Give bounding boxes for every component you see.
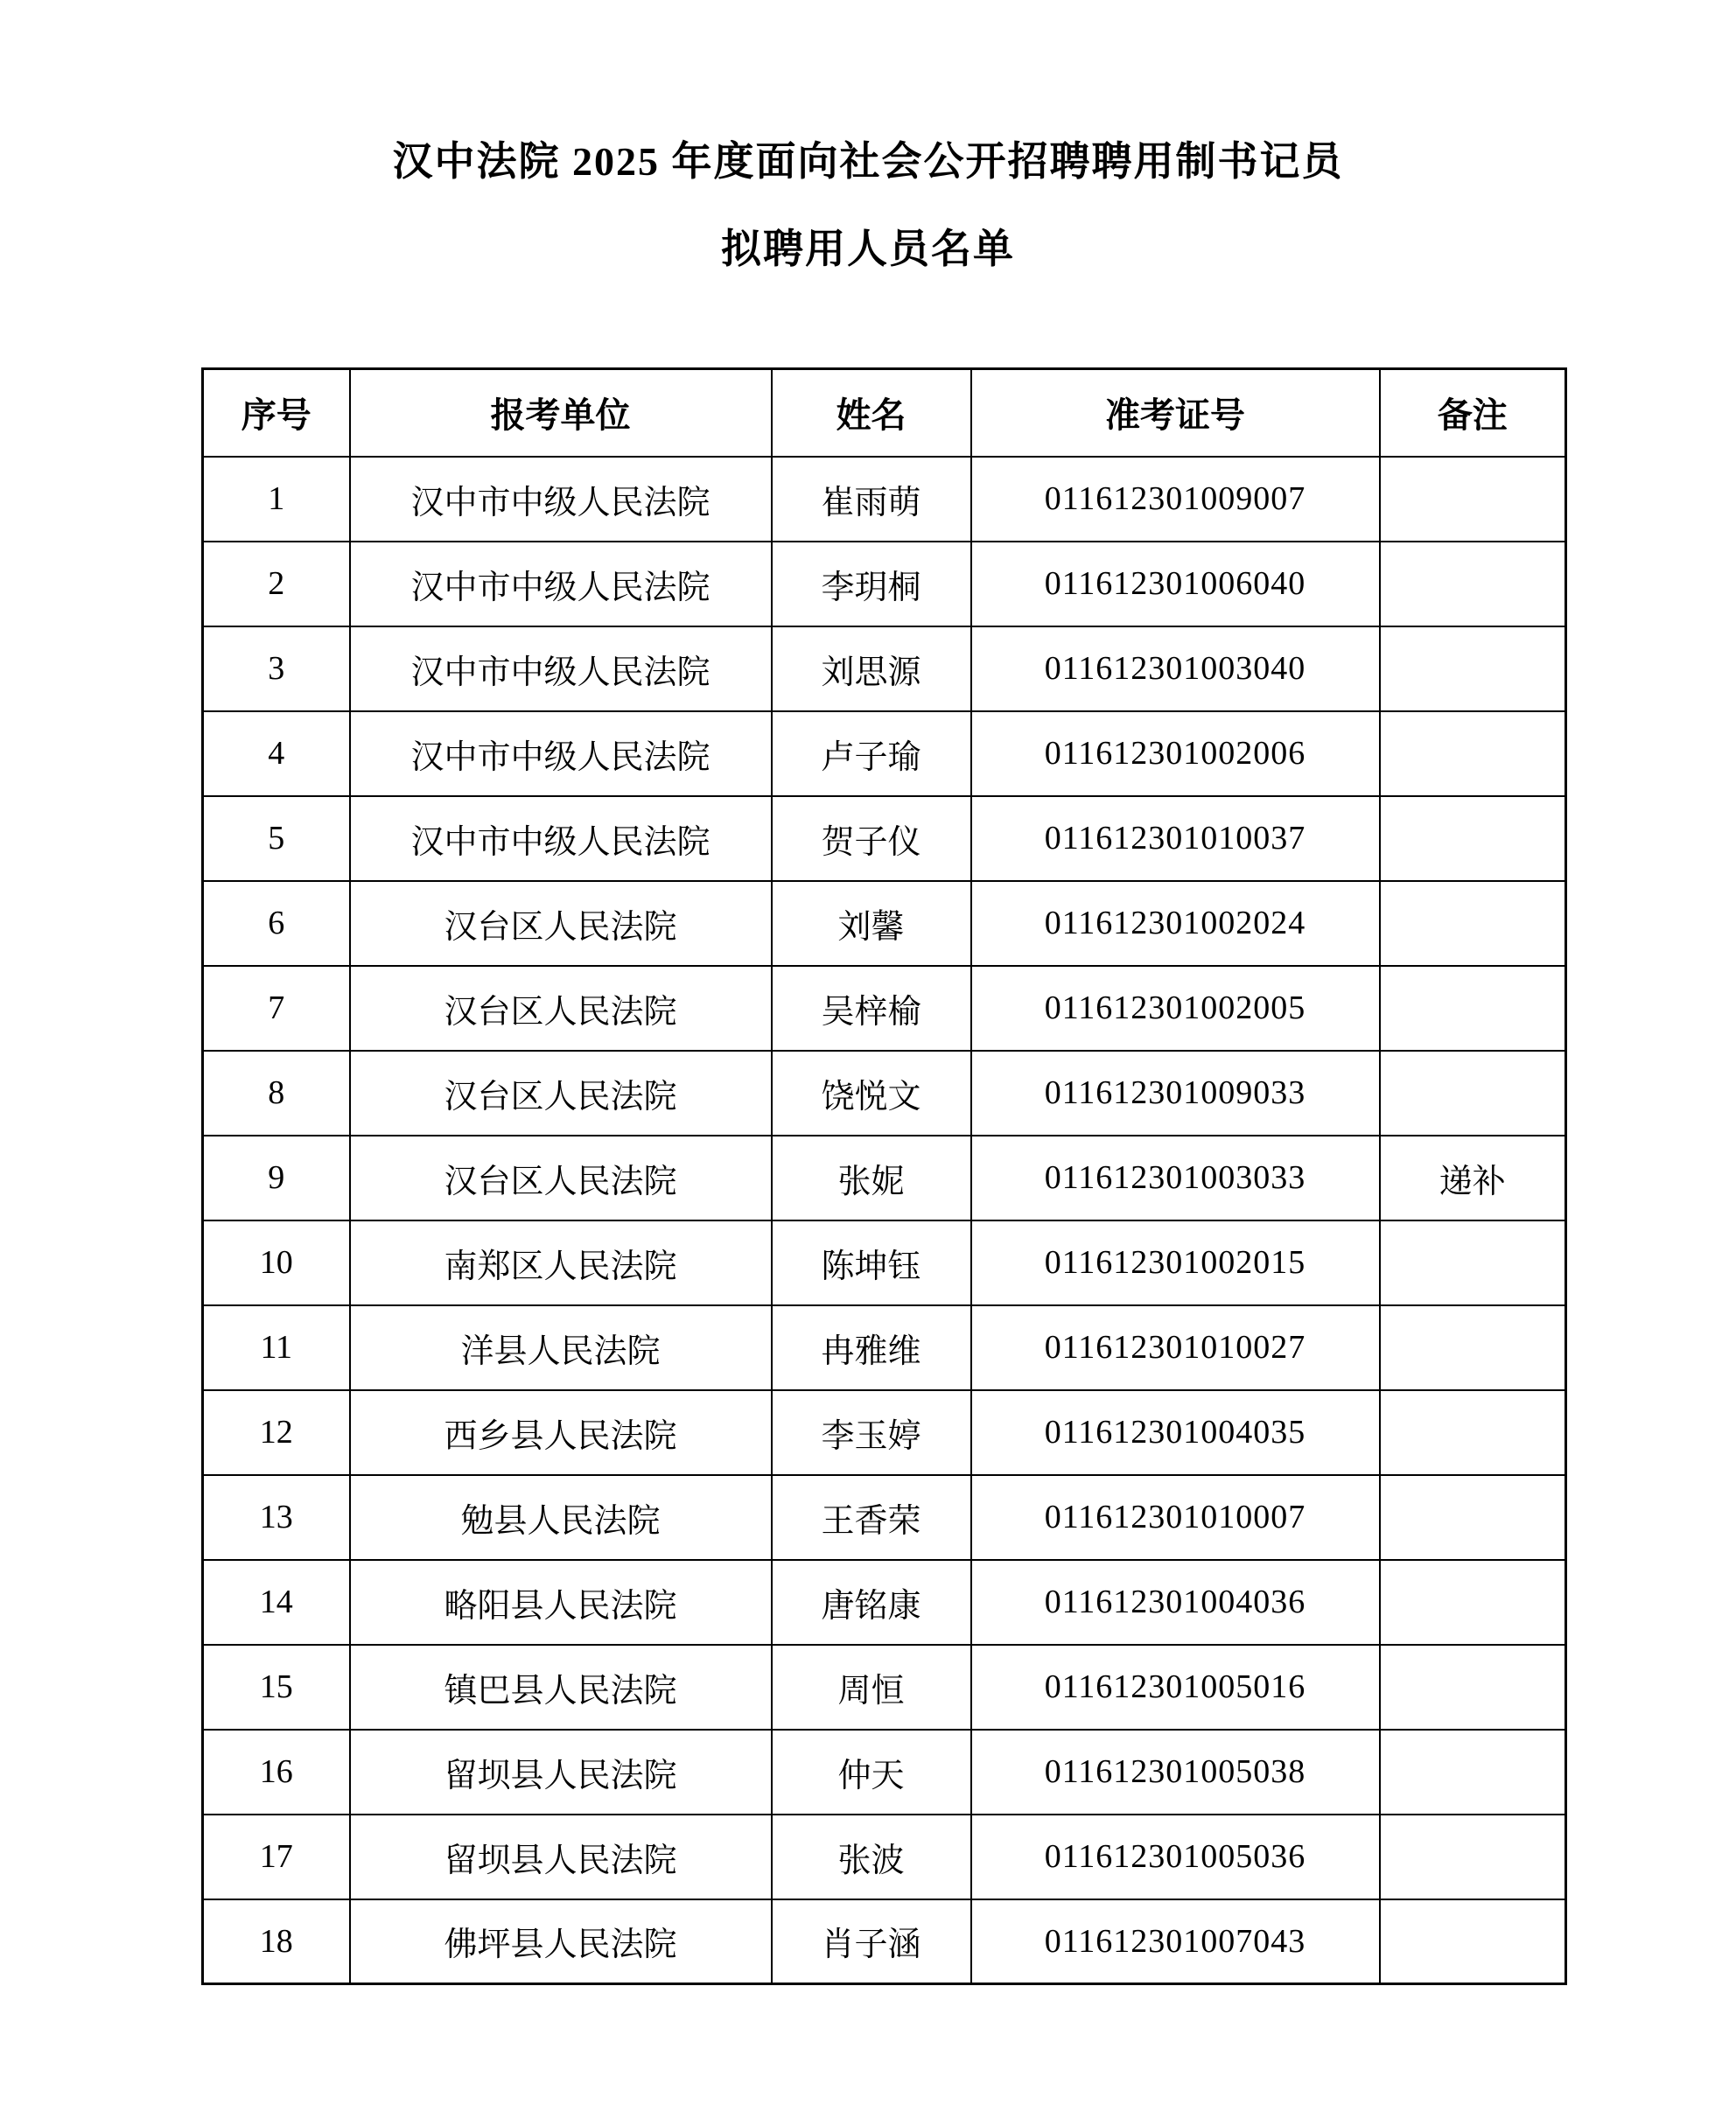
cell-name: 张妮 — [772, 1136, 971, 1220]
cell-remark — [1380, 1390, 1566, 1475]
cell-unit: 汉中市中级人民法院 — [350, 626, 772, 711]
cell-name: 张波 — [772, 1815, 971, 1899]
cell-ticket: 011612301003040 — [971, 626, 1380, 711]
cell-unit: 汉中市中级人民法院 — [350, 542, 772, 626]
table-row — [203, 1730, 1566, 1815]
cell-remark — [1380, 457, 1566, 542]
header-cell-unit: 报考单位 — [350, 369, 772, 457]
cell-remark — [1380, 1730, 1566, 1815]
cell-name: 饶悦文 — [772, 1051, 971, 1136]
cell-unit: 留坝县人民法院 — [350, 1730, 772, 1815]
cell-ticket: 011612301007043 — [971, 1899, 1380, 1984]
cell-unit: 汉台区人民法院 — [350, 881, 772, 966]
cell-serial: 13 — [203, 1475, 350, 1560]
cell-name: 崔雨萌 — [772, 457, 971, 542]
table-row — [203, 711, 1566, 796]
cell-unit: 略阳县人民法院 — [350, 1560, 772, 1645]
cell-serial: 9 — [203, 1136, 350, 1220]
table-row — [203, 1475, 1566, 1560]
header-cell-serial: 序号 — [203, 369, 350, 457]
cell-remark — [1380, 711, 1566, 796]
table-row — [203, 881, 1566, 966]
cell-remark — [1380, 1220, 1566, 1305]
cell-serial: 12 — [203, 1390, 350, 1475]
cell-ticket: 011612301004035 — [971, 1390, 1380, 1475]
cell-ticket: 011612301004036 — [971, 1560, 1380, 1645]
cell-ticket: 011612301009033 — [971, 1051, 1380, 1136]
cell-remark — [1380, 1560, 1566, 1645]
cell-unit: 佛坪县人民法院 — [350, 1899, 772, 1984]
cell-name: 唐铭康 — [772, 1560, 971, 1645]
cell-unit: 汉台区人民法院 — [350, 1136, 772, 1220]
cell-serial: 3 — [203, 626, 350, 711]
cell-name: 卢子瑜 — [772, 711, 971, 796]
cell-name: 陈坤钰 — [772, 1220, 971, 1305]
cell-ticket: 011612301002015 — [971, 1220, 1380, 1305]
cell-remark — [1380, 1815, 1566, 1899]
cell-unit: 南郑区人民法院 — [350, 1220, 772, 1305]
table-row — [203, 796, 1566, 881]
cell-unit: 汉中市中级人民法院 — [350, 796, 772, 881]
cell-ticket: 011612301010027 — [971, 1305, 1380, 1390]
cell-ticket: 011612301005016 — [971, 1645, 1380, 1730]
cell-serial: 17 — [203, 1815, 350, 1899]
cell-serial: 1 — [203, 457, 350, 542]
table-row — [203, 1815, 1566, 1899]
table-row — [203, 1051, 1566, 1136]
cell-serial: 16 — [203, 1730, 350, 1815]
cell-serial: 18 — [203, 1899, 350, 1984]
cell-unit: 汉台区人民法院 — [350, 1051, 772, 1136]
cell-ticket: 011612301010007 — [971, 1475, 1380, 1560]
cell-name: 肖子涵 — [772, 1899, 971, 1984]
table-row — [203, 966, 1566, 1051]
cell-serial: 4 — [203, 711, 350, 796]
cell-remark — [1380, 966, 1566, 1051]
table-row — [203, 1899, 1566, 1984]
cell-ticket: 011612301002024 — [971, 881, 1380, 966]
cell-ticket: 011612301005038 — [971, 1730, 1380, 1815]
cell-remark — [1380, 542, 1566, 626]
cell-remark — [1380, 1051, 1566, 1136]
cell-name: 冉雅维 — [772, 1305, 971, 1390]
cell-ticket: 011612301002006 — [971, 711, 1380, 796]
cell-serial: 7 — [203, 966, 350, 1051]
cell-remark — [1380, 881, 1566, 966]
cell-serial: 14 — [203, 1560, 350, 1645]
cell-remark — [1380, 1645, 1566, 1730]
table-body — [203, 457, 1566, 1984]
cell-remark — [1380, 1305, 1566, 1390]
cell-name: 吴梓榆 — [772, 966, 971, 1051]
cell-unit: 镇巴县人民法院 — [350, 1645, 772, 1730]
table-row — [203, 626, 1566, 711]
table-header-row — [203, 369, 1566, 457]
cell-serial: 11 — [203, 1305, 350, 1390]
doc-title-line1: 汉中法院 2025 年度面向社会公开招聘聘用制书记员 — [392, 139, 1344, 184]
table-row — [203, 1136, 1566, 1220]
cell-unit: 留坝县人民法院 — [350, 1815, 772, 1899]
cell-remark — [1380, 1475, 1566, 1560]
cell-remark — [1380, 626, 1566, 711]
cell-name: 李玥桐 — [772, 542, 971, 626]
table-row — [203, 1390, 1566, 1475]
cell-name: 王香荣 — [772, 1475, 971, 1560]
cell-ticket: 011612301009007 — [971, 457, 1380, 542]
cell-name: 贺子仪 — [772, 796, 971, 881]
cell-ticket: 011612301010037 — [971, 796, 1380, 881]
cell-ticket: 011612301002005 — [971, 966, 1380, 1051]
cell-serial: 8 — [203, 1051, 350, 1136]
cell-unit: 勉县人民法院 — [350, 1475, 772, 1560]
cell-ticket: 011612301005036 — [971, 1815, 1380, 1899]
cell-name: 刘馨 — [772, 881, 971, 966]
cell-serial: 5 — [203, 796, 350, 881]
cell-unit: 汉台区人民法院 — [350, 966, 772, 1051]
cell-unit: 汉中市中级人民法院 — [350, 711, 772, 796]
header-cell-ticket: 准考证号 — [971, 369, 1380, 457]
doc-title-line2: 拟聘用人员名单 — [721, 227, 1015, 271]
header-cell-remark: 备注 — [1380, 369, 1566, 457]
cell-name: 周恒 — [772, 1645, 971, 1730]
table-row — [203, 1220, 1566, 1305]
cell-remark — [1380, 1899, 1566, 1984]
table-row — [203, 1305, 1566, 1390]
table-row — [203, 542, 1566, 626]
roster-table — [201, 367, 1567, 1985]
cell-remark: 递补 — [1380, 1136, 1566, 1220]
table-row — [203, 1645, 1566, 1730]
cell-ticket: 011612301006040 — [971, 542, 1380, 626]
cell-remark — [1380, 796, 1566, 881]
cell-name: 李玉婷 — [772, 1390, 971, 1475]
cell-unit: 洋县人民法院 — [350, 1305, 772, 1390]
cell-ticket: 011612301003033 — [971, 1136, 1380, 1220]
cell-name: 刘思源 — [772, 626, 971, 711]
cell-name: 仲天 — [772, 1730, 971, 1815]
header-cell-name: 姓名 — [772, 369, 971, 457]
cell-serial: 2 — [203, 542, 350, 626]
cell-serial: 15 — [203, 1645, 350, 1730]
table-row — [203, 1560, 1566, 1645]
table-row — [203, 457, 1566, 542]
cell-unit: 西乡县人民法院 — [350, 1390, 772, 1475]
cell-unit: 汉中市中级人民法院 — [350, 457, 772, 542]
cell-serial: 6 — [203, 881, 350, 966]
cell-serial: 10 — [203, 1220, 350, 1305]
